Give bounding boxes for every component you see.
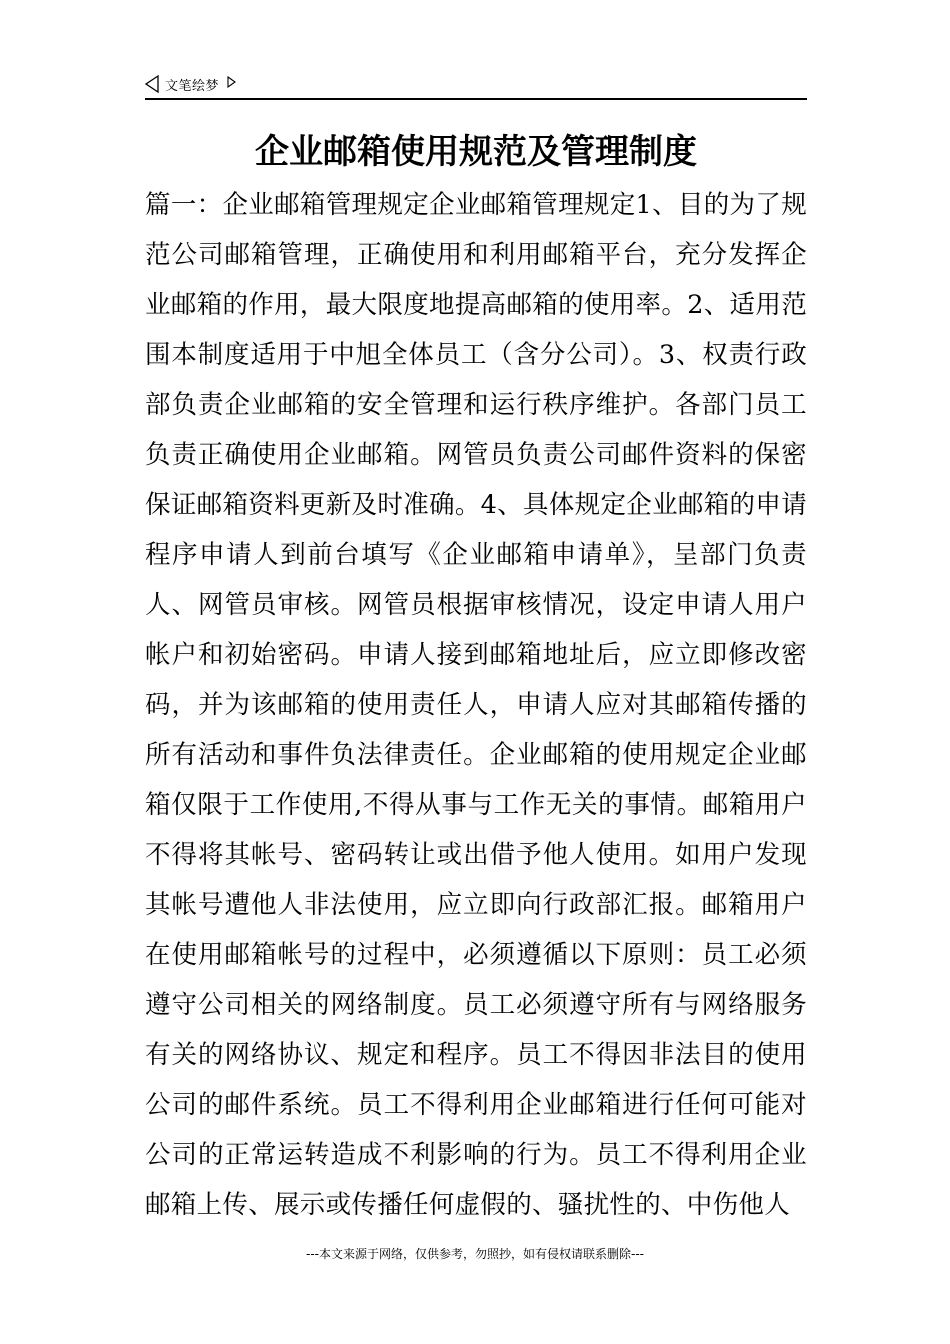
- page-header: [145, 72, 807, 100]
- document-body: 篇一：企业邮箱管理规定企业邮箱管理规定1、目的为了规范公司邮箱管理，正确使用和利用邮箱平台，充分发挥企业邮箱的作用，最大限度地提高邮箱的使用率。2、适用范围本制度适用于中旭全体员工（含分公司）。3、权责行政部负责企业邮箱的安全管理和运行秩序维护。各部门员工负责正确使用企业邮箱。网管员负责公司邮件资料的保密保证邮箱资料更新及时准确。4、具体规定企业邮箱的申请程序申请人到前台填写《企业邮箱申请单》，呈部门负责人、网管员审核。网管员根据审核情况，设定申请人用户帐户和初始密码。申请人接到邮箱地址后，应立即修改密码，并为该邮箱的使用责任人，申请人应对其邮箱传播的所有活动和事件负法律责任。企业邮箱的使用规定企业邮箱仅限于工作使用,不得从事与工作无关的事情。邮箱用户不得将其帐号、密码转让或出借予他人使用。如用户发现其帐号遭他人非法使用，应立即向行政部汇报。邮箱用户在使用邮箱帐号的过程中，必须遵循以下原则：员工必须遵守公司相关的网络制度。员工必须遵守所有与网络服务有关的网络协议、规定和程序。员工不得因非法目的使用公司的邮件系统。员工不得利用企业邮箱进行任何可能对公司的正常运转造成不利影响的行为。员工不得利用企业邮箱上传、展示或传播任何虚假的、骚扰性的、中伤他人: [145, 190, 807, 1220]
- triangle-right-icon: [227, 76, 236, 88]
- header-brand-text: 文笔绘梦: [165, 78, 220, 94]
- footer-notice: ---本文来源于网络，仅供参考，勿照抄，如有侵权请联系删除---: [306, 1247, 644, 1261]
- header-brand-group: [145, 74, 236, 94]
- triangle-left-icon: [145, 75, 159, 93]
- document-title: 企业邮箱使用规范及管理制度: [255, 132, 697, 172]
